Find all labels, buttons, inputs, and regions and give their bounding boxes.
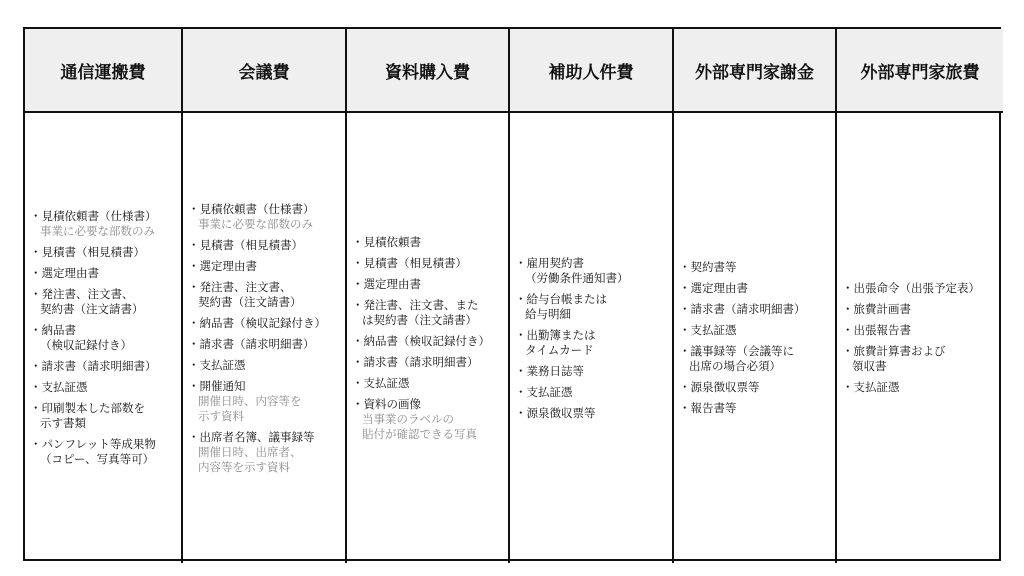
item-note: 開催日時、内容等を (198, 393, 302, 408)
item-text: （コピー、写真等可） (40, 452, 155, 466)
list-item (188, 358, 341, 373)
list-item (679, 302, 831, 317)
item-text: ・資料の画像 (352, 396, 421, 411)
column-cell-communication (25, 113, 183, 563)
item-note: 貼付が確認できる写真 (362, 426, 477, 441)
column-header-communication: 通信運搬費 (25, 29, 183, 113)
list-item (679, 344, 831, 374)
list-item (352, 298, 504, 328)
list-item (679, 281, 831, 296)
item-text: は契約書（注文請書） (362, 312, 477, 327)
item-text: 示す書類 (40, 416, 86, 430)
item-text: ・見積依頼書（仕様書） (188, 201, 315, 216)
list-item (515, 385, 668, 400)
list-item (679, 380, 831, 395)
list-item (842, 344, 999, 374)
item-text: タイムカード (525, 342, 594, 357)
list-item (30, 401, 177, 431)
item-text: ・請求書（請求明細書） (352, 354, 479, 369)
list-item (188, 280, 341, 310)
column-header-personnel: 補助人件費 (510, 29, 674, 113)
list-item (842, 302, 999, 317)
item-text: ・報告書等 (679, 401, 737, 415)
list-item (352, 397, 504, 442)
item-text: ・発注書、注文書、 (30, 287, 134, 301)
list-item (352, 277, 504, 292)
list-item (188, 238, 341, 253)
item-text: ・契約書等 (679, 260, 737, 274)
item-text: ・業務日誌等 (515, 363, 584, 378)
list-item (352, 376, 504, 391)
item-text: ・見積書（相見積書） (352, 255, 467, 270)
column-cell-materials (347, 113, 510, 563)
list-item (352, 235, 504, 250)
item-text: ・請求書（請求明細書） (679, 302, 806, 316)
list-item (188, 337, 341, 352)
list-item (515, 364, 668, 379)
item-text: ・支払証憑 (352, 375, 410, 390)
item-text: ・議事録等（会議等に (679, 344, 794, 358)
item-text: ・雇用契約書 (515, 255, 584, 270)
item-text: ・選定理由書 (679, 281, 748, 295)
column-header-materials: 資料購入費 (347, 29, 510, 113)
item-text: ・納品書（検収記録付き） (352, 333, 490, 348)
list-item (30, 287, 177, 317)
column-header-meeting: 会議費 (183, 29, 347, 113)
column-cell-expert-fee (674, 113, 837, 563)
column-cell-expert-travel (837, 113, 1003, 563)
item-text: ・見積書（相見積書） (188, 237, 303, 252)
expense-documents-table (23, 27, 1001, 561)
list-item (188, 316, 341, 331)
list-item (515, 256, 668, 286)
item-text: ・給与台帳または (515, 291, 607, 306)
item-text: ・見積依頼書 (352, 234, 421, 249)
item-text: ・源泉徴収票等 (515, 405, 596, 420)
item-note: 内容等を示す資料 (198, 459, 290, 474)
item-text: ・開催通知 (188, 378, 246, 393)
item-text: ・旅費計画書 (842, 302, 911, 316)
list-item (188, 259, 341, 274)
item-text: ・源泉徴収票等 (679, 380, 760, 394)
item-text: ・出張命令（出張予定表） (842, 281, 980, 295)
item-text: ・選定理由書 (352, 276, 421, 291)
column-cell-meeting (183, 113, 347, 563)
item-text: ・納品書（検収記録付き） (188, 315, 326, 330)
list-item (30, 245, 177, 260)
item-text: ・納品書 (30, 323, 76, 337)
list-item (515, 406, 668, 421)
item-text: 領収書 (852, 359, 887, 373)
item-text: ・支払証憑 (515, 384, 573, 399)
item-text: （労働条件通知書） (525, 270, 629, 285)
item-text: 契約書（注文請書） (40, 302, 144, 316)
list-item (352, 355, 504, 370)
item-text: ・選定理由書 (188, 258, 257, 273)
item-note: 開催日時、出席者、 (198, 444, 302, 459)
item-text: 出席の場合必須） (689, 359, 781, 373)
item-text: ・発注書、注文書、また (352, 297, 479, 312)
list-item (30, 380, 177, 395)
item-text: ・支払証憑 (679, 323, 737, 337)
list-item (188, 379, 341, 424)
column-cell-personnel (510, 113, 674, 563)
item-text: ・請求書（請求明細書） (30, 359, 157, 373)
list-item (188, 202, 341, 232)
item-text: ・支払証憑 (842, 380, 900, 394)
item-note: 当事業のラベルの (362, 411, 454, 426)
item-text: ・出席者名簿、議事録等 (188, 429, 315, 444)
item-text: ・見積依頼書（仕様書） (30, 209, 157, 223)
item-text: ・出張報告書 (842, 323, 911, 337)
list-item (842, 281, 999, 296)
item-text: 契約書（注文請書） (198, 294, 302, 309)
list-item (30, 323, 177, 353)
list-item (30, 266, 177, 281)
column-header-expert-fee: 外部専門家謝金 (674, 29, 837, 113)
item-text: ・支払証憑 (188, 357, 246, 372)
item-text: ・旅費計算書および (842, 344, 946, 358)
item-text: ・パンフレット等成果物 (30, 437, 156, 451)
item-note: 示す資料 (198, 408, 244, 423)
item-text: ・発注書、注文書、 (188, 279, 292, 294)
list-item (515, 292, 668, 322)
list-item (30, 359, 177, 374)
list-item (515, 328, 668, 358)
list-item (842, 380, 999, 395)
list-item (352, 334, 504, 349)
item-note: 事業に必要な部数のみ (40, 224, 155, 238)
item-text: （検収記録付き） (40, 338, 132, 352)
item-text: 給与明細 (525, 306, 571, 321)
list-item (352, 256, 504, 271)
list-item (679, 401, 831, 416)
list-item (30, 209, 177, 239)
list-item (679, 260, 831, 275)
list-item (679, 323, 831, 338)
item-note: 事業に必要な部数のみ (198, 216, 313, 231)
item-text: ・選定理由書 (30, 266, 99, 280)
item-text: ・請求書（請求明細書） (188, 336, 315, 351)
list-item (188, 430, 341, 475)
item-text: ・見積書（相見積書） (30, 245, 145, 259)
list-item (30, 437, 177, 467)
list-item (842, 323, 999, 338)
column-header-expert-travel: 外部専門家旅費 (837, 29, 1003, 113)
item-text: ・印刷製本した部数を (30, 401, 145, 415)
item-text: ・支払証憑 (30, 380, 88, 394)
item-text: ・出勤簿または (515, 327, 596, 342)
